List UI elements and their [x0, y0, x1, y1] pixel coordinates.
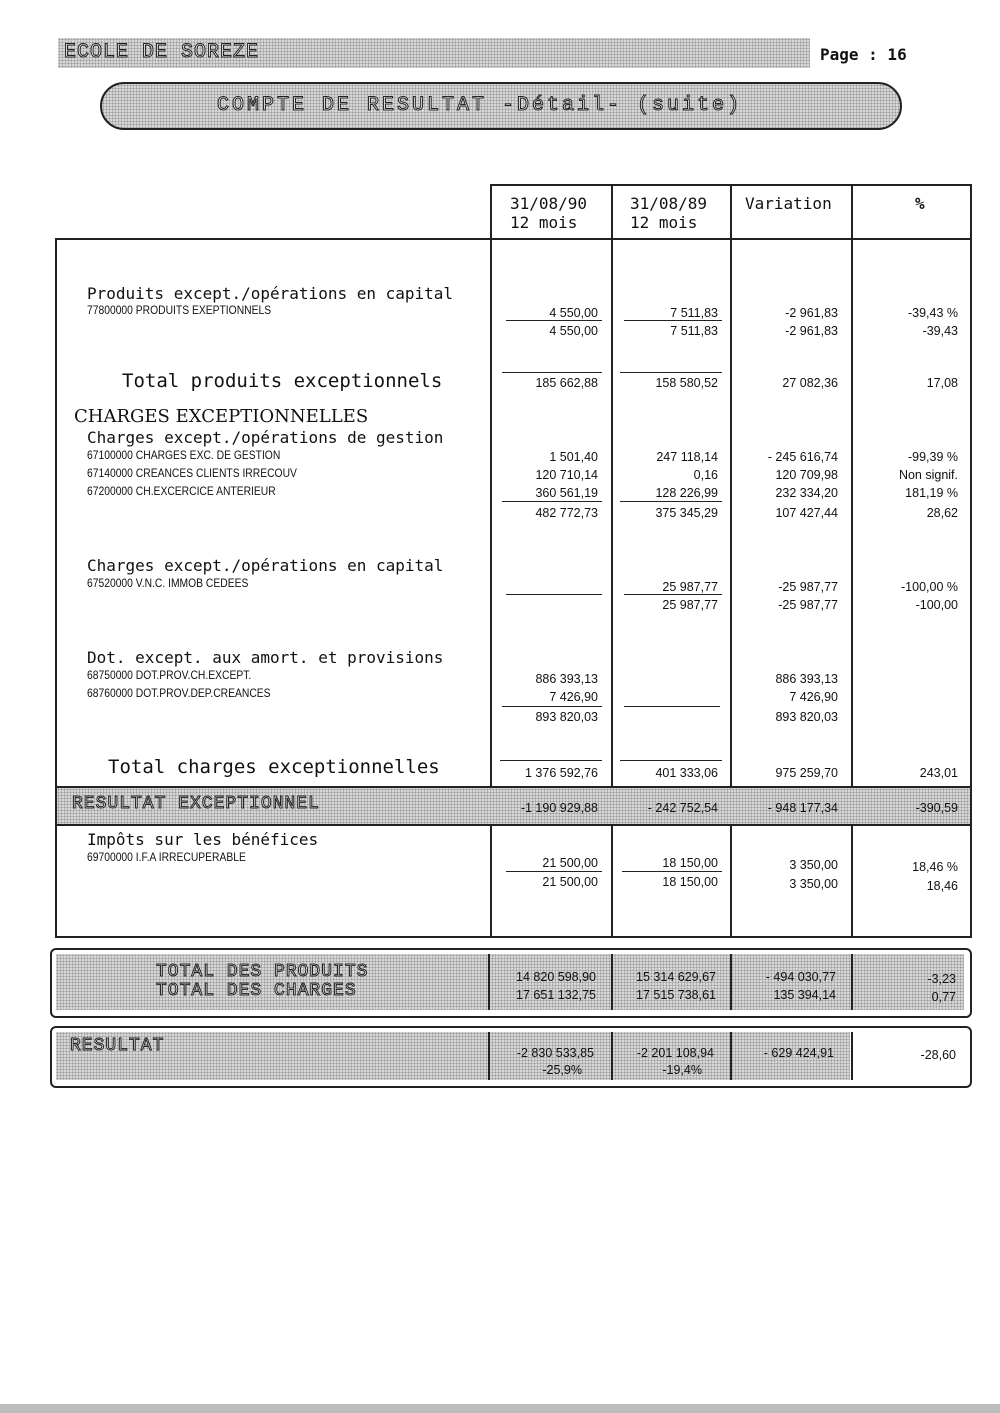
resultat-v3: - 629 424,91 — [763, 1046, 834, 1060]
col3-header: Variation — [745, 194, 832, 213]
cell-v2: 0,16 — [693, 468, 718, 482]
subtotal-v2: 25 987,77 — [662, 598, 718, 612]
subtotal-v4: -100,00 — [915, 598, 958, 612]
underline — [624, 706, 720, 707]
subtotal-v3: 893 820,03 — [775, 710, 838, 724]
section-title-dotations: Dot. except. aux amort. et provisions — [87, 648, 444, 667]
cell-v3: 7 426,90 — [789, 690, 838, 704]
underline — [502, 706, 602, 707]
cell-v3: 232 334,20 — [775, 486, 838, 500]
underline — [502, 501, 602, 502]
subtotal-v3: -2 961,83 — [785, 324, 838, 338]
school-name: ECOLE DE SOREZE — [64, 41, 260, 64]
subtotal-v4: 18,46 — [926, 879, 958, 893]
cell-v3: -2 961,83 — [785, 306, 838, 320]
resultat-exceptionnel-label: RESULTAT EXCEPTIONNEL — [72, 794, 320, 814]
right-border — [970, 184, 972, 938]
subtotal-v2: 375 345,29 — [655, 506, 718, 520]
resultat-v1-pct: -25,9% — [542, 1063, 582, 1077]
row-label: 68750000 DOT.PROV.CH.EXCEPT. — [87, 668, 252, 682]
cell-v4: -99,39 % — [907, 450, 958, 464]
row-label: 77800000 PRODUITS EXEPTIONNELS — [87, 303, 272, 317]
row-label: 69700000 I.F.A IRRECUPERABLE — [87, 850, 246, 864]
resultat-v2: -2 201 108,94 — [636, 1046, 714, 1060]
row-label: 67140000 CREANCES CLIENTS IRRECOUV — [87, 466, 297, 480]
cell-v2: 18 150,00 — [662, 856, 718, 870]
cell-v4: 181,19 % — [905, 486, 958, 500]
total-produits-v1: 185 662,88 — [535, 376, 598, 390]
scan-edge — [0, 1404, 1000, 1413]
cell-v1: 4 550,00 — [549, 306, 598, 320]
underline — [624, 594, 722, 595]
total-produits-v2: 158 580,52 — [655, 376, 718, 390]
total-charges-v3: 975 259,70 — [775, 766, 838, 780]
total-charges-v2: 401 333,06 — [655, 766, 718, 780]
underline — [620, 372, 722, 373]
totals-charges-v3: 135 394,14 — [773, 988, 836, 1002]
total-produits-label: Total produits exceptionnels — [122, 370, 443, 392]
row-label: 68760000 DOT.PROV.DEP.CREANCES — [87, 686, 271, 700]
totals-charges-v1: 17 651 132,75 — [516, 988, 596, 1002]
resultat-v4: -28,60 — [920, 1048, 956, 1062]
cell-v3: 120 709,98 — [775, 468, 838, 482]
cell-v4: Non signif. — [898, 468, 958, 482]
section-title-charges-capital: Charges except./opérations en capital — [87, 556, 444, 575]
underline — [624, 320, 722, 321]
underline — [506, 320, 602, 321]
subtotal-v4: -39,43 — [922, 324, 958, 338]
page-number: Page : 16 — [820, 45, 907, 64]
total-charges-label: TOTAL DES CHARGES — [156, 981, 357, 1001]
cell-v4: 18,46 % — [912, 860, 958, 874]
subtotal-v4: 28,62 — [926, 506, 958, 520]
cell-v2: 247 118,14 — [656, 450, 718, 464]
resultat-exc-v3: - 948 177,34 — [767, 801, 838, 815]
totals-sep-1 — [488, 954, 490, 1010]
underline — [506, 594, 602, 595]
underline — [502, 372, 602, 373]
resultat-sep-2 — [611, 1032, 613, 1080]
underline — [622, 871, 722, 872]
resultat-sep-4 — [851, 1032, 853, 1080]
cell-v3: 886 393,13 — [775, 672, 838, 686]
total-produits-v4: 17,08 — [926, 376, 958, 390]
cell-v2: 128 226,99 — [655, 486, 718, 500]
section-title-prod-capital: Produits except./opérations en capital — [87, 284, 454, 303]
total-charges-v1: 1 376 592,76 — [525, 766, 598, 780]
cell-v1: 21 500,00 — [542, 856, 598, 870]
resultat-sep-1 — [488, 1032, 490, 1080]
total-charges-label: Total charges exceptionnelles — [108, 756, 440, 778]
resultat-exc-v1: -1 190 929,88 — [520, 801, 598, 815]
cell-v2: 25 987,77 — [662, 580, 718, 594]
subtotal-v1: 21 500,00 — [542, 875, 598, 889]
subtotal-v3: 107 427,44 — [775, 506, 838, 520]
subtotal-v2: 18 150,00 — [662, 875, 718, 889]
row-label: 67100000 CHARGES EXC. DE GESTION — [87, 448, 281, 462]
totals-sep-4 — [851, 954, 853, 1010]
subtotal-v1: 4 550,00 — [549, 324, 598, 338]
totals-produits-v1: 14 820 598,90 — [516, 970, 596, 984]
section-title-charges-gestion: Charges except./opérations de gestion — [87, 428, 444, 447]
section-title-impots: Impôts sur les bénéfices — [87, 830, 319, 849]
col1-header — [510, 194, 587, 232]
cell-v3: -25 987,77 — [778, 580, 838, 594]
left-border — [55, 238, 57, 938]
totals-charges-v4: 0,77 — [931, 990, 956, 1004]
underline — [500, 760, 602, 761]
cell-v4: -39,43 % — [907, 306, 958, 320]
header-bottom-line — [55, 238, 972, 240]
resultat-exc-v2: - 242 752,54 — [647, 801, 718, 815]
cell-v4: -100,00 % — [901, 580, 958, 594]
resultat-v2-pct: -19,4% — [662, 1063, 702, 1077]
col2-period: 12 mois — [630, 213, 698, 232]
resultat-sep-3 — [730, 1032, 732, 1080]
charges-heading: CHARGES EXCEPTIONNELLES — [74, 406, 369, 427]
totals-produits-v3: - 494 030,77 — [765, 970, 836, 984]
total-produits-v3: 27 082,36 — [782, 376, 838, 390]
header-top-line — [492, 184, 972, 186]
cell-v2: 7 511,83 — [670, 306, 718, 320]
totals-sep-3 — [730, 954, 732, 1010]
cell-v1: 360 561,19 — [535, 486, 598, 500]
title-banner — [100, 82, 902, 130]
col1-date: 31/08/90 — [510, 194, 588, 213]
cell-v3: 3 350,00 — [789, 858, 838, 872]
col2-date: 31/08/89 — [630, 194, 708, 213]
subtotal-v1: 482 772,73 — [535, 506, 598, 520]
cell-v1: 7 426,90 — [549, 690, 598, 704]
banner-title: COMPTE DE RESULTAT -Détail- (suite) — [217, 94, 743, 117]
totals-produits-v2: 15 314 629,67 — [636, 970, 716, 984]
totals-charges-v2: 17 515 738,61 — [636, 988, 716, 1002]
subtotal-v3: -25 987,77 — [778, 598, 838, 612]
col1-period: 12 mois — [510, 213, 578, 232]
underline — [506, 871, 602, 872]
cell-v1: 886 393,13 — [535, 672, 598, 686]
cell-v1: 120 710,14 — [535, 468, 598, 482]
totals-sep-2 — [611, 954, 613, 1010]
cell-v1: 1 501,40 — [549, 450, 598, 464]
col2-header — [630, 194, 707, 232]
subtotal-v1: 893 820,03 — [535, 710, 598, 724]
underline — [620, 760, 722, 761]
totals-produits-v4: -3,23 — [927, 972, 956, 986]
table-bottom-line — [55, 936, 972, 938]
resultat-exc-v4: -390,59 — [915, 801, 958, 815]
col4-header: % — [915, 194, 925, 213]
cell-v3: - 245 616,74 — [767, 450, 838, 464]
resultat-v1: -2 830 533,85 — [516, 1046, 594, 1060]
row-label: 67200000 CH.EXCERCICE ANTERIEUR — [87, 484, 276, 498]
subtotal-v3: 3 350,00 — [789, 877, 838, 891]
school-header-bar — [58, 38, 810, 68]
total-produits-label: TOTAL DES PRODUITS — [156, 962, 369, 982]
underline — [620, 501, 722, 502]
total-charges-v4: 243,01 — [919, 766, 958, 780]
row-label: 67520000 V.N.C. IMMOB CEDEES — [87, 576, 249, 590]
resultat-label: RESULTAT — [70, 1036, 165, 1056]
subtotal-v2: 7 511,83 — [670, 324, 718, 338]
